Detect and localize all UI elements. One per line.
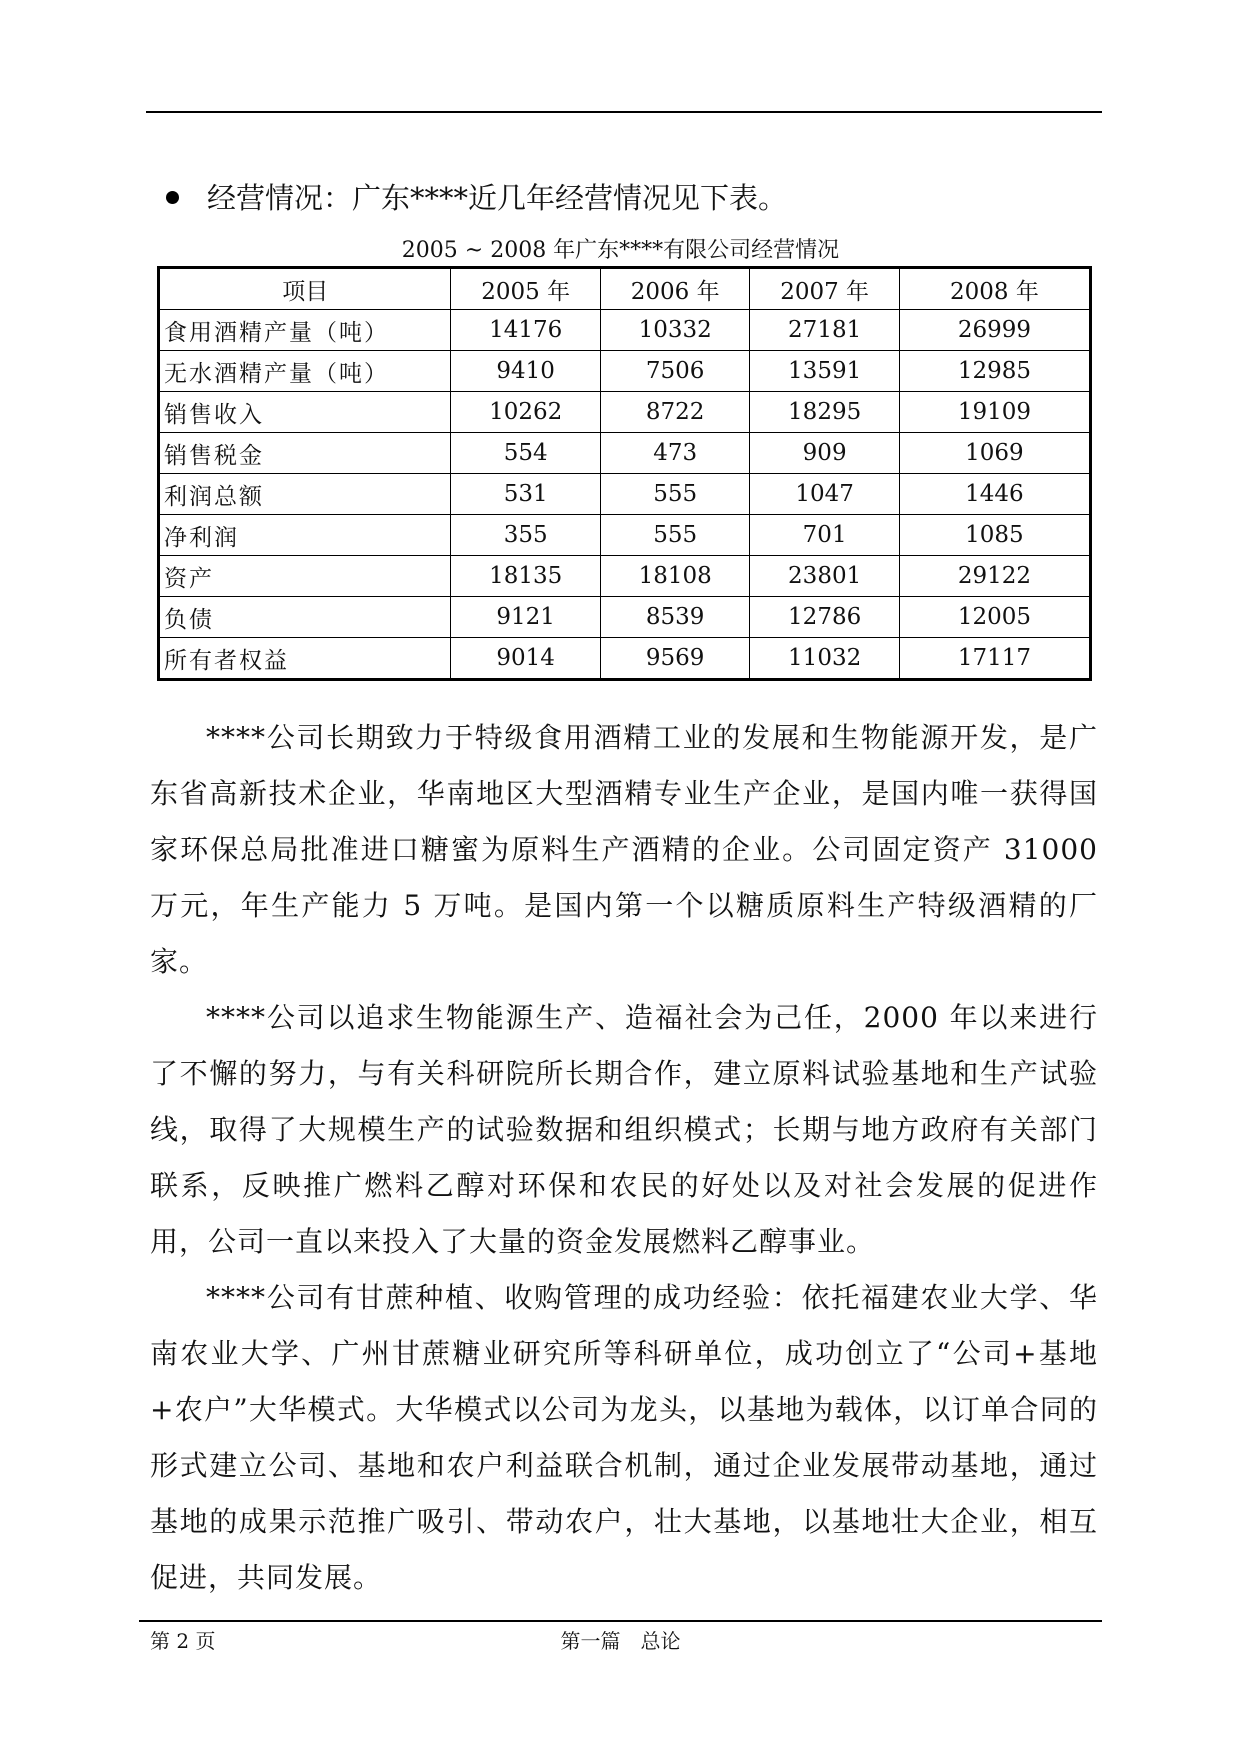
paragraph-bioenergy-efforts: ****公司以追求生物能源生产、造福社会为己任，2000 年以来进行了不懈的努力，与有关科研院所长期合作，建立原料试验基地和生产试验线，取得了大规模生产的试验数据和组织模式；长期与地方政府有关部门联系，反映推广燃料乙醇对环保和农民的好处以及对社会发展的促进作用，公司一直以来投入了大量的资金发展燃料乙醇事业。 (150, 1001, 1098, 1258)
paragraph-company-overview: ****公司长期致力于特级食用酒精工业的发展和生物能源开发，是广东省高新技术企业，华南地区大型酒精专业生产企业，是国内唯一获得国家环保总局批准进口糖蜜为原料生产酒精的企业。公司固定资产 31000 万元，年生产能力 5 万吨。是国内第一个以糖质原料生产特级酒精的厂家。 (150, 721, 1098, 978)
table-cell: 473 (600, 433, 749, 474)
bullet-icon (166, 191, 179, 204)
bullet-item (166, 178, 787, 218)
table-cell: 7506 (600, 351, 749, 392)
row-label: 负债 (159, 597, 451, 638)
table-cell: 1085 (899, 515, 1090, 556)
table-cell: 12786 (750, 597, 899, 638)
footer-rule (139, 1620, 1102, 1622)
row-label: 净利润 (159, 515, 451, 556)
table-cell: 14176 (451, 310, 600, 351)
table-cell: 13591 (750, 351, 899, 392)
table-cell: 10262 (451, 392, 600, 433)
table-row (159, 310, 1091, 351)
table-cell: 18108 (600, 556, 749, 597)
row-label: 资产 (159, 556, 451, 597)
header-cell-item: 项目 (159, 268, 451, 310)
table-row (159, 638, 1091, 680)
table-cell: 12985 (899, 351, 1090, 392)
table-cell: 18135 (451, 556, 600, 597)
table-row (159, 556, 1091, 597)
table-cell: 701 (750, 515, 899, 556)
row-label: 食用酒精产量（吨） (159, 310, 451, 351)
table-cell: 531 (451, 474, 600, 515)
table-cell: 19109 (899, 392, 1090, 433)
section-title: 第一篇 总论 (560, 1629, 681, 1653)
row-label: 无水酒精产量（吨） (159, 351, 451, 392)
table-row (159, 474, 1091, 515)
table-header-row (159, 268, 1091, 310)
table-row (159, 433, 1091, 474)
table-cell: 554 (451, 433, 600, 474)
operating-table (157, 266, 1092, 681)
row-label: 利润总额 (159, 474, 451, 515)
table-cell: 1069 (899, 433, 1090, 474)
table-cell: 8722 (600, 392, 749, 433)
table-cell: 29122 (899, 556, 1090, 597)
page-number: 第 2 页 (150, 1629, 216, 1653)
table-cell: 11032 (750, 638, 899, 680)
bullet-text: 经营情况：广东****近几年经营情况见下表。 (207, 181, 788, 215)
table-cell: 1047 (750, 474, 899, 515)
table-row (159, 392, 1091, 433)
table-row (159, 597, 1091, 638)
table-cell: 555 (600, 515, 749, 556)
table-row (159, 351, 1091, 392)
table-cell: 9410 (451, 351, 600, 392)
table-cell: 555 (600, 474, 749, 515)
table-cell: 10332 (600, 310, 749, 351)
table-cell: 1446 (899, 474, 1090, 515)
body-text (150, 710, 1098, 1606)
header-rule (146, 111, 1102, 113)
row-label: 所有者权益 (159, 638, 451, 680)
table-cell: 8539 (600, 597, 749, 638)
header-cell-2007: 2007 年 (750, 268, 899, 310)
header-cell-2006: 2006 年 (600, 268, 749, 310)
table-cell: 355 (451, 515, 600, 556)
table-cell: 12005 (899, 597, 1090, 638)
table-cell: 909 (750, 433, 899, 474)
table-cell: 9014 (451, 638, 600, 680)
table-cell: 27181 (750, 310, 899, 351)
table-cell: 9121 (451, 597, 600, 638)
table-cell: 9569 (600, 638, 749, 680)
paragraph-sugarcane-model: ****公司有甘蔗种植、收购管理的成功经验：依托福建农业大学、华南农业大学、广州甘蔗糖业研究所等科研单位，成功创立了“公司+基地+农户”大华模式。大华模式以公司为龙头，以基地为载体，以订单合同的形式建立公司、基地和农户利益联合机制，通过企业发展带动基地，通过基地的成果示范推广吸引、带动农户，壮大基地，以基地壮大企业，相互促进，共同发展。 (150, 1281, 1098, 1594)
header-cell-2008: 2008 年 (899, 268, 1090, 310)
table-cell: 23801 (750, 556, 899, 597)
row-label: 销售收入 (159, 392, 451, 433)
table-caption: 2005 ~ 2008 年广东****有限公司经营情况 (401, 238, 840, 263)
row-label: 销售税金 (159, 433, 451, 474)
table-cell: 17117 (899, 638, 1090, 680)
table-row (159, 515, 1091, 556)
table-cell: 18295 (750, 392, 899, 433)
header-cell-2005: 2005 年 (451, 268, 600, 310)
table-cell: 26999 (899, 310, 1090, 351)
